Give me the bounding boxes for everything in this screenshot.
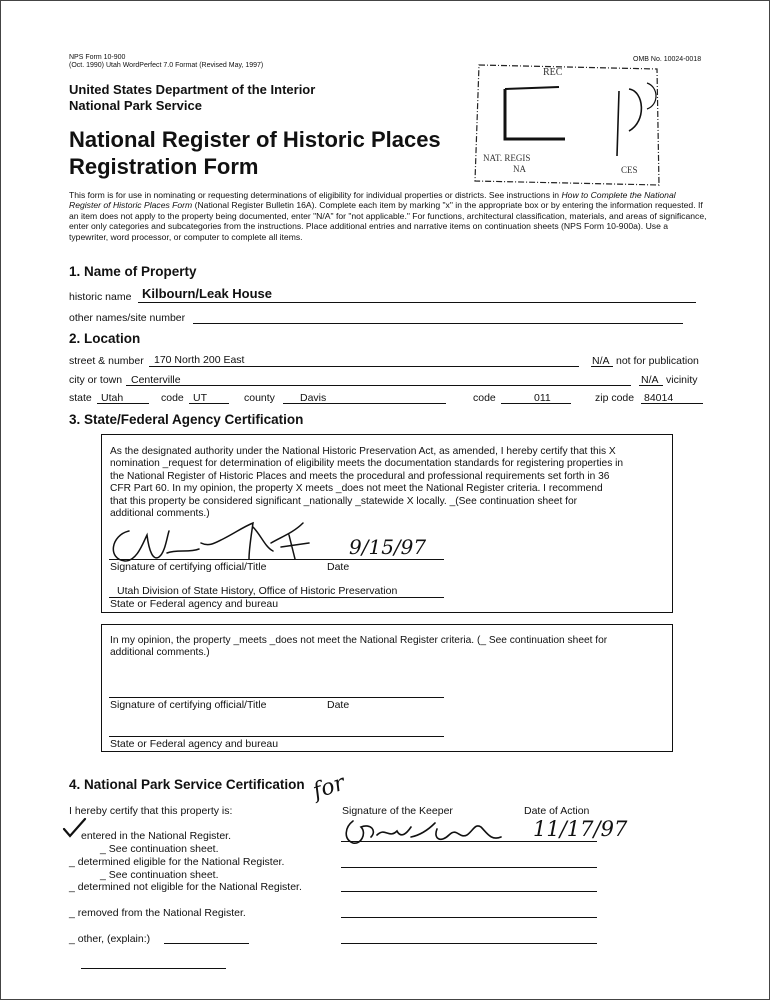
historic-name-value[interactable]: Kilbourn/Leak House: [142, 286, 273, 301]
cert-para1-line5: that this property be considered significant _nationally _statewide X locally. _(See continuation sheet for: [110, 495, 578, 507]
cert-para1-line6: additional comments.): [110, 508, 210, 520]
section4-heading: 4. National Park Service Certification: [69, 777, 305, 792]
intro-instructions: [69, 190, 709, 242]
option-entered-continuation[interactable]: _ See continuation sheet.: [100, 843, 219, 855]
stamp-text-mid2: NA: [513, 164, 526, 174]
intro-text-a: This form is for use in nominating or requesting determinations of eligibility for individual properties or districts. See instructions in: [69, 190, 562, 200]
cert-para2-line2: additional comments.): [110, 647, 210, 659]
state-label: state: [69, 392, 92, 404]
code-label: code: [161, 392, 184, 404]
intro-text-italic: How to Complete the National Register of Historic Places Form: [69, 190, 676, 211]
stamp-text-right: CES: [621, 165, 638, 175]
code-value[interactable]: UT: [193, 392, 207, 404]
agency-label: State or Federal agency and bureau: [110, 598, 279, 610]
street-line: [149, 366, 579, 367]
code2-value[interactable]: 011: [534, 392, 551, 404]
zip-label: zip code: [595, 392, 635, 404]
option-removed[interactable]: _ removed from the National Register.: [69, 907, 246, 919]
section1-heading: 1. Name of Property: [69, 264, 197, 279]
federal-date-label: Date: [327, 699, 350, 711]
cert-para1-line4: CFR Part 60. In my opinion, the property X meets _does not meet the National Register criteria. I recommend: [110, 483, 603, 495]
stamp-text-mid1: NAT. REGIS: [483, 153, 531, 163]
not-pub-label: not for publication: [616, 355, 699, 367]
service-name: National Park Service: [69, 98, 202, 113]
cert-para1-line1: As the designated authority under the National Historic Preservation Act, as amended, I hereby certify that this X: [110, 446, 616, 457]
other-names-label: other names/site number: [69, 312, 186, 324]
state-signature-label: Signature of certifying official/Title: [110, 561, 267, 573]
federal-signature-label: Signature of certifying official/Title: [110, 699, 267, 711]
section3-heading: 3. State/Federal Agency Certification: [69, 412, 304, 427]
keeper-action-date: 11/17/97: [533, 817, 628, 841]
state-date-label: Date: [327, 561, 350, 573]
stamp-text-top: REC: [543, 67, 563, 78]
keeper-line-removed[interactable]: [341, 917, 597, 918]
city-value[interactable]: Centerville: [131, 374, 181, 386]
keeper-line-not-eligible[interactable]: [341, 891, 597, 892]
option-eligible-continuation[interactable]: _ See continuation sheet.: [100, 869, 219, 881]
county-label: county: [244, 392, 275, 404]
historic-name-line: [138, 302, 696, 303]
federal-agency-line[interactable]: [109, 736, 444, 737]
intro-text-c: (National Register Bulletin 16A). Complete each item by marking "x" in the appropriate box or by entering the information requested. If an item does not apply to the property being documented, enter "N/A" for "not applicable." For functions, architectural classification, materials, and areas of significance, enter only categories and subcategories from the instructions. Place additional entries and narrative items on continuation sheets (NPS Form 10-900a). Use a typewriter, word processor, or computer to complete all items.: [69, 200, 707, 242]
certify-statement: I hereby certify that this property is:: [69, 805, 233, 817]
cert-para2: [110, 635, 607, 660]
city-line: [126, 385, 631, 386]
state-value[interactable]: Utah: [101, 392, 124, 404]
state-signature-line[interactable]: [109, 559, 444, 560]
section2-heading: 2. Location: [69, 331, 141, 346]
form-title-line1: National Register of Historic Places: [69, 127, 441, 152]
keeper-line-other[interactable]: [341, 943, 597, 944]
county-value[interactable]: Davis: [300, 392, 327, 404]
keeper-signature-icon: [341, 813, 516, 849]
zip-value[interactable]: 84014: [644, 392, 674, 404]
omb-number: OMB No. 10024-0018: [633, 56, 702, 63]
vicinity-value[interactable]: N/A: [641, 374, 659, 386]
cert-para1: [110, 446, 623, 520]
keeper-line-entered[interactable]: [341, 841, 597, 842]
department-name: United States Department of the Interior: [69, 82, 316, 97]
keeper-label: Signature of the Keeper: [342, 805, 453, 817]
cert-para1-line2: nomination _request for determination of eligibility meets the documentation standards for registering properties in: [110, 458, 624, 470]
option-other[interactable]: _ other, (explain:): [69, 933, 151, 945]
agency-value[interactable]: Utah Division of State History, Office of Historic Preservation: [117, 585, 398, 597]
historic-name-label: historic name: [69, 291, 132, 303]
city-label: city or town: [69, 374, 123, 386]
state-signature-date: 9/15/97: [349, 535, 427, 559]
option-not-eligible[interactable]: _ determined not eligible for the National Register.: [69, 881, 302, 893]
other-names-line[interactable]: [193, 323, 683, 324]
received-stamp: [469, 61, 664, 191]
option-eligible[interactable]: _ determined eligible for the National Register.: [69, 856, 285, 868]
keeper-line-eligible[interactable]: [341, 867, 597, 868]
street-value[interactable]: 170 North 200 East: [154, 354, 245, 366]
option-entered[interactable]: entered in the National Register.: [81, 830, 232, 842]
vicinity-label: vicinity: [666, 374, 698, 386]
cert-para1-line3: the National Register of Historic Places and meets the procedural and professional requirements set forth in 36: [110, 470, 610, 482]
other-explain-line[interactable]: [164, 943, 249, 944]
code2-label: code: [473, 392, 496, 404]
cert-para2-line1: In my opinion, the property _meets _does not meet the National Register criteria. (_ See continuation sheet for: [110, 635, 608, 646]
form-number: NPS Form 10-900: [69, 54, 126, 61]
not-pub-value[interactable]: N/A: [592, 355, 610, 367]
hand-for: for: [309, 770, 348, 805]
street-label: street & number: [69, 355, 144, 367]
other-explain-line-2[interactable]: [81, 968, 226, 969]
federal-agency-label: State or Federal agency and bureau: [110, 738, 279, 750]
form-revision: (Oct. 1990) Utah WordPerfect 7.0 Format (Revised May, 1997): [69, 62, 264, 69]
federal-signature-line[interactable]: [109, 697, 444, 698]
form-title-line2: Registration Form: [69, 154, 259, 179]
action-date-label: Date of Action: [524, 805, 590, 817]
